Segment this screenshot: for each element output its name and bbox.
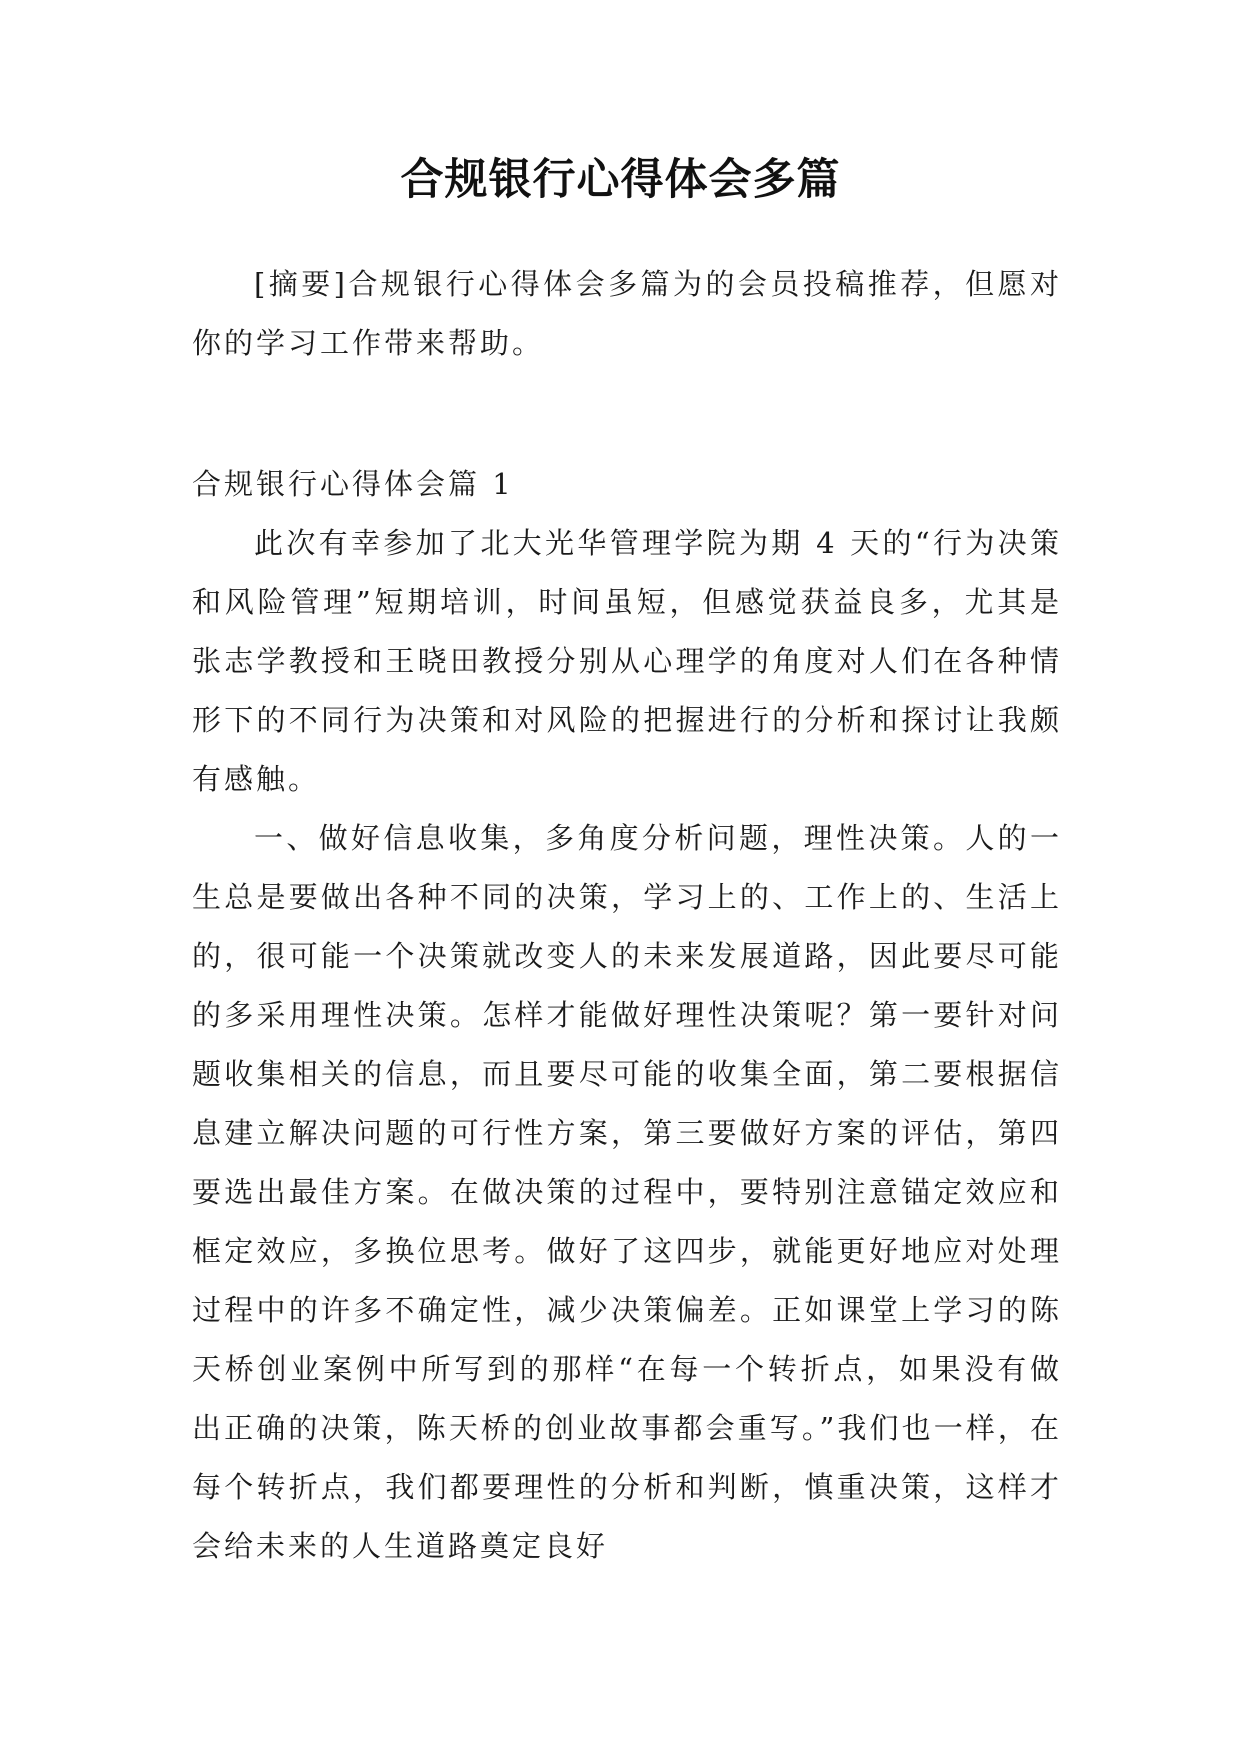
section-heading: 合规银行心得体会篇 1	[192, 467, 514, 501]
body-paragraph: 此次有幸参加了北大光华管理学院为期 4 天的“行为决策和风险管理”短期培训，时间虽短，但感觉获益良多，尤其是张志学教授和王晓田教授分别从心理学的角度对人们在各种情形下的不同行为决策和对风险的把握进行的分析和探讨让我颇有感触。	[192, 526, 1062, 796]
body-paragraph: 一、做好信息收集，多角度分析问题，理性决策。人的一生总是要做出各种不同的决策，学习上的、工作上的、生活上的，很可能一个决策就改变人的未来发展道路，因此要尽可能的多采用理性决策。怎样才能做好理性决策呢？第一要针对问题收集相关的信息，而且要尽可能的收集全面，第二要根据信息建立解决问题的可行性方案，第三要做好方案的评估，第四要选出最佳方案。在做决策的过程中，要特别注意锚定效应和框定效应，多换位思考。做好了这四步，就能更好地应对处理过程中的许多不确定性，减少决策偏差。正如课堂上学习的陈天桥创业案例中所写到的那样“在每一个转折点，如果没有做出正确的决策，陈天桥的创业故事都会重写。”我们也一样，在每个转折点，我们都要理性的分析和判断，慎重决策，这样才会给未来的人生道路奠定良好	[192, 821, 1062, 1563]
document-title: 合规银行心得体会多篇	[400, 155, 841, 205]
abstract-paragraph: [摘要]合规银行心得体会多篇为的会员投稿推荐，但愿对你的学习工作带来帮助。	[192, 267, 1062, 360]
